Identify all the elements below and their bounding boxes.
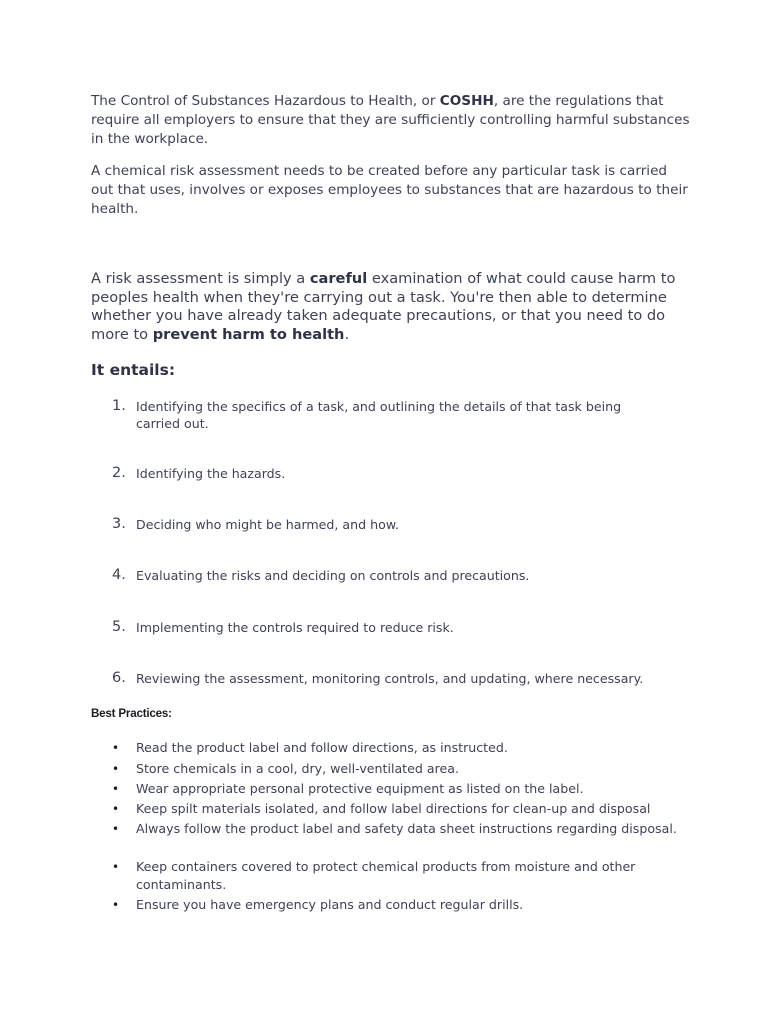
step-item xyxy=(112,397,652,432)
list-item xyxy=(112,820,692,838)
list-item-text: Keep spilt materials isolated, and follow label directions for clean-up and disposal xyxy=(136,801,651,816)
step-number: 6. xyxy=(112,670,126,686)
step-number: 3. xyxy=(112,516,126,532)
bullet-dot-icon: • xyxy=(112,822,120,836)
list-item-text: Keep containers covered to protect chemical products from moisture and other contaminants. xyxy=(136,859,636,892)
step-text: Reviewing the assessment, monitoring controls, and updating, where necessary. xyxy=(136,671,644,686)
bullet-dot-icon: • xyxy=(112,802,120,816)
step-item xyxy=(112,618,652,636)
list-item-text: Read the product label and follow directions, as instructed. xyxy=(136,740,508,755)
lead-text-3: . xyxy=(344,325,350,343)
step-item xyxy=(112,464,652,482)
lead-text-2: examination of what could cause harm to peoples health when they're carrying out a task. You're then able to determine whether you have already taken adequate precautions, or that you need to do more to xyxy=(91,270,676,343)
step-number: 5. xyxy=(112,619,126,635)
step-item xyxy=(112,566,652,584)
bullet-dot-icon: • xyxy=(112,741,120,755)
step-text: Identifying the hazards. xyxy=(136,466,286,481)
step-number: 2. xyxy=(112,465,126,481)
list-item xyxy=(112,896,692,914)
lead-bold-careful: careful xyxy=(309,270,368,287)
coshh-acronym: COSHH xyxy=(439,93,494,109)
bullet-dot-icon: • xyxy=(112,860,120,874)
list-item-text: Ensure you have emergency plans and conduct regular drills. xyxy=(136,897,524,912)
list-item xyxy=(112,760,692,778)
step-number: 4. xyxy=(112,567,126,583)
list-item xyxy=(112,780,692,798)
step-text: Identifying the specifics of a task, and outlining the details of that task being carried out. xyxy=(136,399,622,431)
lead-text-1: A risk assessment is simply a xyxy=(91,270,310,287)
list-item xyxy=(112,739,692,757)
list-item xyxy=(112,858,692,893)
best-practices-heading: Best Practices: xyxy=(91,707,172,720)
bullet-dot-icon: • xyxy=(112,898,120,912)
step-number: 1. xyxy=(112,398,126,414)
list-item-text: Wear appropriate personal protective equipment as listed on the label. xyxy=(136,781,584,796)
list-item-text: Always follow the product label and safety data sheet instructions regarding disposal. xyxy=(136,821,677,836)
entails-heading: It entails: xyxy=(91,361,176,379)
step-item xyxy=(112,669,652,687)
step-text: Evaluating the risks and deciding on controls and precautions. xyxy=(136,568,530,583)
step-text: Deciding who might be harmed, and how. xyxy=(136,517,399,532)
risk-assessment-paragraph xyxy=(91,270,691,344)
bullet-dot-icon: • xyxy=(112,782,120,796)
list-item xyxy=(112,800,692,818)
intro-text-2: , are the regulations that require all employers to ensure that they are sufficiently controlling harmful substances in the workplace. xyxy=(91,93,690,147)
step-item xyxy=(112,515,652,533)
list-item-text: Store chemicals in a cool, dry, well-ventilated area. xyxy=(136,761,459,776)
intro-paragraph-coshh xyxy=(91,92,691,149)
bullet-dot-icon: • xyxy=(112,762,120,776)
lead-bold-prevent-harm: prevent harm to health xyxy=(152,325,345,343)
intro-paragraph-assessment: A chemical risk assessment needs to be created before any particular task is carried out that uses, involves or exposes employees to substances that are hazardous to their health. xyxy=(91,163,688,217)
intro-text-1: The Control of Substances Hazardous to Health, or xyxy=(91,93,440,109)
step-text: Implementing the controls required to reduce risk. xyxy=(136,620,454,635)
